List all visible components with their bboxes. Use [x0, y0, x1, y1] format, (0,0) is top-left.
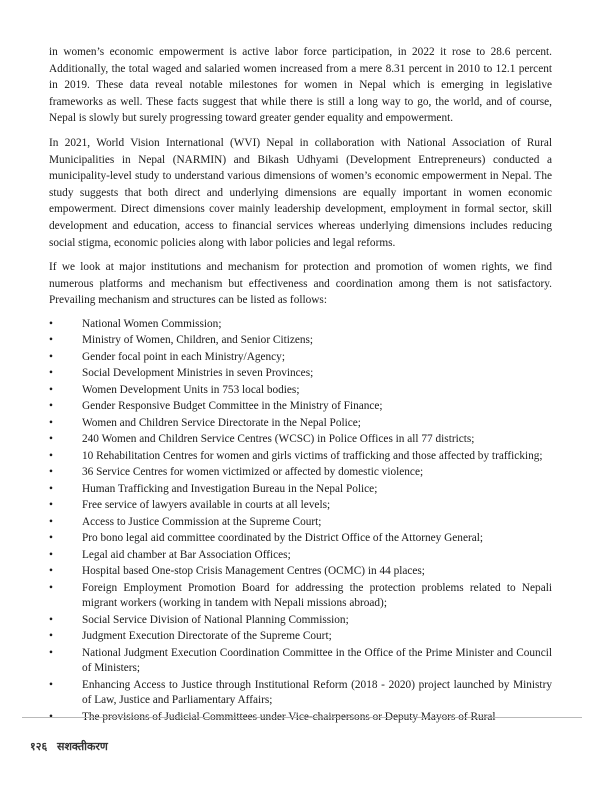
list-item — [49, 581, 552, 612]
list-item — [49, 548, 552, 564]
list-item-text: Enhancing Access to Justice through Institutional Reform (2018 - 2020) project launched by Ministry of Law, Justice and Parliamentary Affairs; — [82, 678, 552, 707]
list-item — [49, 498, 552, 514]
mechanisms-bullet-list — [49, 317, 552, 726]
list-item — [49, 449, 552, 465]
list-item-text: 10 Rehabilitation Centres for women and girls victims of trafficking and those affected by trafficking; — [82, 449, 543, 462]
list-item-text: Legal aid chamber at Bar Association Offices; — [82, 548, 291, 561]
list-item-text: Human Trafficking and Investigation Bureau in the Nepal Police; — [82, 482, 378, 495]
paragraph-women-labor-stats: in women’s economic empowerment is active labor force participation, in 2022 it rose to 28.6 percent. Additionally, the total waged and salaried women increased from a mere 8.31 percent in 2010 to 12.1 percent in 2019. These data reveal notable milestones for women in Nepal which is emerging in legislative frameworks as well. These facts suggest that while there is still a long way to go, the world, and of course, Nepal is slowly but surely progressing toward greater gender equality and empowerment. — [49, 46, 552, 125]
list-item-text: Gender focal point in each Ministry/Agency; — [82, 350, 285, 363]
bullet-dot: • — [49, 416, 53, 429]
list-item — [49, 399, 552, 415]
list-item — [49, 383, 552, 399]
paragraph-wvi-study: In 2021, World Vision International (WVI) Nepal in collaboration with National Association of Rural Municipalities in Nepal (NARMIN) and Bikash Udhyami (Development Entrepreneurs) conducted a municipality-level study to understand various dimensions of women’s economic empowerment in Nepal. The study suggests that both direct and underlying dimensions are equally important in women economic empowerment. Direct dimensions cover mainly leadership development, employment in formal sector, skill development and education, access to financial services whereas underlying dimensions includes reducing social stigma, economic policies along with labor policies and legal reforms. — [49, 136, 552, 249]
list-item-text: Hospital based One-stop Crisis Management Centres (OCMC) in 44 places; — [82, 565, 425, 578]
bullet-dot: • — [49, 515, 53, 528]
bullet-dot: • — [49, 630, 53, 643]
bullet-dot: • — [49, 532, 53, 545]
list-item — [49, 333, 552, 349]
list-item — [49, 416, 552, 432]
list-item — [49, 515, 552, 531]
footer-divider — [22, 717, 582, 718]
list-item-text: Pro bono legal aid committee coordinated by the District Office of the Attorney General; — [82, 532, 484, 545]
bullet-dot: • — [49, 646, 53, 659]
list-item-text: Social Development Ministries in seven Provinces; — [82, 367, 314, 380]
list-item-text: Social Service Division of National Planning Commission; — [82, 613, 349, 626]
publication-name: सशक्तीकरण — [57, 740, 108, 753]
list-item-text: 36 Service Centres for women victimized or affected by domestic violence; — [82, 466, 424, 479]
bullet-dot: • — [49, 350, 53, 363]
list-item-text: Foreign Employment Promotion Board for addressing the protection problems related to Nepali migrant workers (working in tandem with Nepali missions abroad); — [82, 581, 552, 610]
bullet-dot: • — [49, 466, 53, 479]
document-page — [49, 44, 552, 726]
list-item-text: National Women Commission; — [82, 317, 222, 330]
list-item-text: Women and Children Service Directorate in the Nepal Police; — [82, 416, 361, 429]
list-item — [49, 629, 552, 645]
list-item-text: The provisions of Judicial Committees under Vice-chairpersons or Deputy Mayors of Rural — [82, 710, 496, 723]
bullet-dot: • — [49, 482, 53, 495]
bullet-dot: • — [49, 334, 53, 347]
bullet-dot: • — [49, 613, 53, 626]
list-item-text: Access to Justice Commission at the Supreme Court; — [82, 515, 322, 528]
bullet-dot: • — [49, 449, 53, 462]
list-item — [49, 366, 552, 382]
list-item-text: Women Development Units in 753 local bodies; — [82, 383, 300, 396]
list-item — [49, 531, 552, 547]
list-item-text: Ministry of Women, Children, and Senior Citizens; — [82, 334, 314, 347]
paragraph-mechanisms-intro: If we look at major institutions and mechanism for protection and promotion of women rights, we find numerous platforms and mechanism but effectiveness and coordination among them is not satisfactory. Prevailing mechanism and structures can be listed as follows: — [49, 261, 552, 307]
list-item — [49, 350, 552, 366]
page-footer — [30, 739, 114, 754]
list-item — [49, 432, 552, 448]
list-item — [49, 482, 552, 498]
page-number: १२६ — [30, 740, 48, 753]
list-item-text: 240 Women and Children Service Centres (WCSC) in Police Offices in all 77 districts; — [82, 433, 475, 446]
bullet-dot: • — [49, 499, 53, 512]
list-item — [49, 564, 552, 580]
bullet-dot: • — [49, 383, 53, 396]
bullet-dot: • — [49, 400, 53, 413]
bullet-dot: • — [49, 710, 53, 723]
list-item — [49, 465, 552, 481]
list-item-text: Gender Responsive Budget Committee in the Ministry of Finance; — [82, 400, 383, 413]
bullet-dot: • — [49, 367, 53, 380]
list-item — [49, 646, 552, 677]
list-item-text: Free service of lawyers available in courts at all levels; — [82, 499, 331, 512]
list-item-text: Judgment Execution Directorate of the Supreme Court; — [82, 630, 332, 643]
list-item-text: National Judgment Execution Coordination Committee in the Office of the Prime Minister and Council of Ministers; — [82, 646, 552, 675]
bullet-dot: • — [49, 433, 53, 446]
bullet-dot: • — [49, 678, 53, 691]
bullet-dot: • — [49, 581, 53, 594]
bullet-dot: • — [49, 565, 53, 578]
bullet-dot: • — [49, 317, 53, 330]
list-item — [49, 678, 552, 709]
list-item — [49, 613, 552, 629]
list-item — [49, 317, 552, 333]
bullet-dot: • — [49, 548, 53, 561]
